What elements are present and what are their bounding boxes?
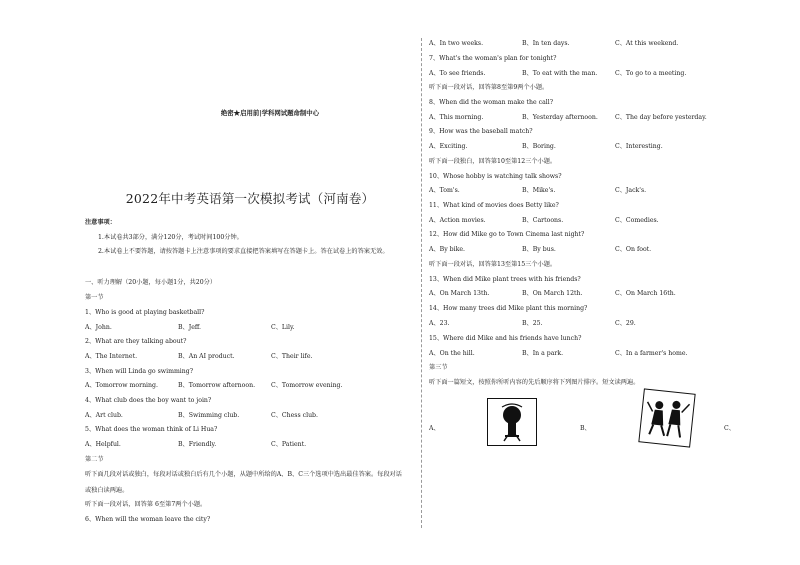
q13-option-c: C、On March 16th.: [615, 290, 676, 297]
q14-question: 14、How many trees did Mike plant this morning?: [429, 305, 588, 312]
q1-option-c: C、Lily.: [271, 324, 295, 331]
q11-option-a: A、Action movies.: [429, 217, 486, 224]
q4-question: 4、What club does the boy want to join?: [85, 397, 212, 404]
q10-option-c: C、Jack's.: [615, 187, 647, 194]
q8-option-a: A、This morning.: [429, 114, 484, 121]
dialogue-2-intro: 听下面一段对话，回答第8至第9两个小题。: [429, 84, 549, 91]
dialogue-4-intro: 听下面一段对话，回答第13至第15三个小题。: [429, 261, 557, 268]
q3-option-b: B、Tomorrow afternoon.: [178, 382, 256, 389]
section-2-instructions: 听下面几段对话或独白，每段对话或独白后有几个小题，从题中所给的A、B、C三个选项中选出最佳答案。每段对话或独白读两遍。: [85, 471, 402, 494]
q10-option-a: A、Tom's.: [429, 187, 460, 194]
q10-option-b: B、Mike's.: [522, 187, 556, 194]
q15-question: 15、Where did Mike and his friends have lunch?: [429, 335, 582, 342]
q3-question: 3、When will Linda go swimming?: [85, 368, 194, 375]
q12-option-c: C、On foot.: [615, 246, 652, 253]
dancing-people-icon: [639, 390, 694, 447]
notes-heading: 注意事项：: [85, 219, 116, 226]
picture-b-image: [638, 388, 695, 447]
q12-option-a: A、By bike.: [429, 246, 465, 253]
q11-option-b: B、Cartoons.: [522, 217, 564, 224]
q1-question: 1、Who is good at playing basketball?: [85, 309, 205, 316]
q11-option-c: C、Comedies.: [615, 217, 659, 224]
note-2: 2.本试卷上不要答题，请按答题卡上注意事项的要求直接把答案填写在答题卡上。答在试卷上的答案无效。: [98, 248, 389, 255]
listening-part-title: 一、听力理解（20小题，每小题1分，共20分）: [85, 279, 217, 286]
picture-b-label: B、: [580, 425, 591, 432]
q5-option-b: B、Friendly.: [178, 441, 217, 448]
q5-option-a: A、Helpful.: [85, 441, 121, 448]
q13-option-b: B、On March 12th.: [522, 290, 583, 297]
q6-option-a: A、In two weeks.: [429, 40, 484, 47]
q7-option-c: C、To go to a meeting.: [615, 70, 687, 77]
q7-question: 7、What's the woman's plan for tonight?: [429, 55, 557, 62]
q8-option-b: B、Yesterday afternoon.: [522, 114, 598, 121]
q14-option-a: A、23.: [429, 320, 450, 327]
q9-question: 9、How was the baseball match?: [429, 128, 533, 135]
section-1-label: 第一节: [85, 294, 104, 301]
q13-option-a: A、On March 13th.: [429, 290, 490, 297]
q4-option-c: C、Chess club.: [271, 412, 318, 419]
page-title: 2022年中考英语第一次模拟考试（河南卷）: [125, 191, 375, 206]
q2-option-c: C、Their life.: [271, 353, 313, 360]
q5-question: 5、What does the woman think of Li Hua?: [85, 426, 218, 433]
picture-a-image: [487, 398, 537, 446]
note-1: 1.本试卷共3部分，满分120分，考试时间100分钟。: [98, 234, 243, 241]
q1-option-b: B、Jeff.: [178, 324, 202, 331]
section-3-instructions: 听下面一篇短文，按照你所听内容的先后顺序将下列图片排序。短文读两遍。: [429, 379, 640, 386]
q2-question: 2、What are they talking about?: [85, 338, 187, 345]
picture-c-label: C、: [724, 425, 735, 432]
q7-option-b: B、To eat with the man.: [522, 70, 598, 77]
q14-option-c: C、29.: [615, 320, 636, 327]
q6-question: 6、When will the woman leave the city?: [85, 516, 211, 523]
q14-option-b: B、25.: [522, 320, 543, 327]
q11-question: 11、What kind of movies does Betty like?: [429, 202, 559, 209]
section-2-label: 第二节: [85, 456, 104, 463]
picture-a-label: A、: [429, 425, 440, 432]
q13-question: 13、When did Mike plant trees with his friends?: [429, 276, 581, 283]
q10-question: 10、Whose hobby is watching talk shows?: [429, 173, 562, 180]
dialogue-1-intro: 听下面一段对话，回答第 6至第7两个小题。: [85, 501, 207, 508]
q8-question: 8、When did the woman make the call?: [429, 99, 554, 106]
person-with-umbrella-icon: [488, 399, 536, 445]
q7-option-a: A、To see friends.: [429, 70, 486, 77]
q12-option-b: B、By bus.: [522, 246, 556, 253]
q6-option-c: C、At this weekend.: [615, 40, 679, 47]
q15-option-c: C、In a farmer's home.: [615, 350, 688, 357]
section-3-label: 第三节: [429, 364, 448, 371]
q9-option-c: C、Interesting.: [615, 143, 663, 150]
q15-option-b: B、In a park.: [522, 350, 564, 357]
q5-option-c: C、Patient.: [271, 441, 307, 448]
dialogue-3-intro: 听下面一段独白，回答第10至第12三个小题。: [429, 158, 557, 165]
q3-option-c: C、Tomorrow evening.: [271, 382, 343, 389]
confidential-label: 绝密★启用前|学科网试题命制中心: [220, 109, 320, 117]
q1-option-a: A、John.: [85, 324, 112, 331]
q9-option-a: A、Exciting.: [429, 143, 468, 150]
q4-option-a: A、Art club.: [85, 412, 123, 419]
q9-option-b: B、Boring.: [522, 143, 556, 150]
q12-question: 12、How did Mike go to Town Cinema last night?: [429, 231, 585, 238]
q2-option-a: A、The Internet.: [85, 353, 138, 360]
q2-option-b: B、An AI product.: [178, 353, 235, 360]
q3-option-a: A、Tomorrow morning.: [85, 382, 158, 389]
q8-option-c: C、The day before yesterday.: [615, 114, 707, 121]
q15-option-a: A、On the hill.: [429, 350, 475, 357]
q4-option-b: B、Swimming club.: [178, 412, 240, 419]
q6-option-b: B、In ten days.: [522, 40, 570, 47]
